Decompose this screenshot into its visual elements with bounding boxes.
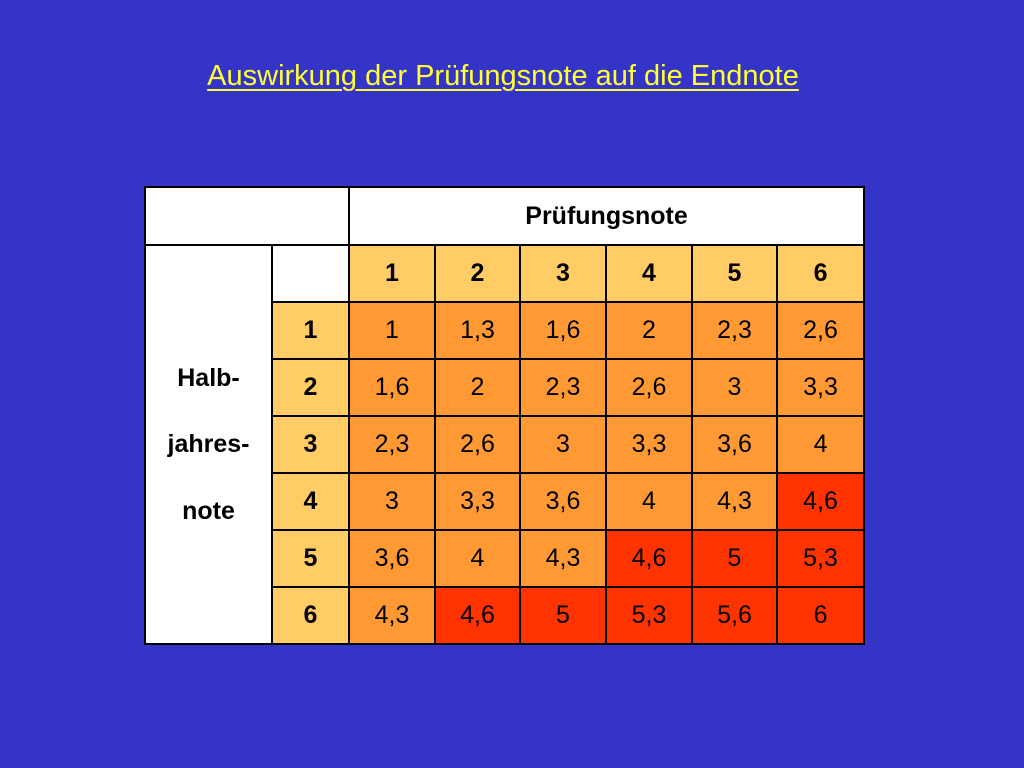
side-label-line: note bbox=[182, 496, 235, 525]
grade-cell: 6 bbox=[777, 587, 864, 644]
column-header: 2 bbox=[435, 245, 520, 302]
grade-cell: 2 bbox=[435, 359, 520, 416]
grade-cell: 3,6 bbox=[349, 530, 435, 587]
column-header: 4 bbox=[606, 245, 692, 302]
grade-cell: 4,3 bbox=[349, 587, 435, 644]
grade-cell: 2,3 bbox=[692, 302, 777, 359]
column-header: 5 bbox=[692, 245, 777, 302]
grade-cell: 3,3 bbox=[435, 473, 520, 530]
half-year-grade-label bbox=[145, 245, 272, 644]
grade-cell: 1,6 bbox=[520, 302, 606, 359]
grade-cell: 5,6 bbox=[692, 587, 777, 644]
grade-cell: 3,6 bbox=[692, 416, 777, 473]
slide-title: Auswirkung der Prüfungsnote auf die Endnote bbox=[207, 60, 799, 92]
grade-cell: 2 bbox=[606, 302, 692, 359]
grade-cell: 3,6 bbox=[520, 473, 606, 530]
grade-cell: 5 bbox=[692, 530, 777, 587]
row-header: 5 bbox=[272, 530, 349, 587]
row-header: 1 bbox=[272, 302, 349, 359]
grade-cell: 1,3 bbox=[435, 302, 520, 359]
grade-cell: 2,6 bbox=[606, 359, 692, 416]
column-header: 1 bbox=[349, 245, 435, 302]
side-label-line: Halb- bbox=[177, 364, 240, 393]
grade-cell: 5,3 bbox=[777, 530, 864, 587]
empty-corner-cell bbox=[145, 187, 349, 245]
grade-cell: 5,3 bbox=[606, 587, 692, 644]
grade-cell: 4,6 bbox=[606, 530, 692, 587]
grade-cell: 1 bbox=[349, 302, 435, 359]
row-header: 3 bbox=[272, 416, 349, 473]
row-header: 2 bbox=[272, 359, 349, 416]
column-header: 6 bbox=[777, 245, 864, 302]
grade-cell: 3,3 bbox=[606, 416, 692, 473]
grade-cell: 4,3 bbox=[520, 530, 606, 587]
row-header: 4 bbox=[272, 473, 349, 530]
grade-cell: 2,3 bbox=[520, 359, 606, 416]
column-header: 3 bbox=[520, 245, 606, 302]
grade-cell: 3,3 bbox=[777, 359, 864, 416]
side-label-line: jahres- bbox=[167, 430, 250, 459]
grade-cell: 2,6 bbox=[777, 302, 864, 359]
grade-cell: 5 bbox=[520, 587, 606, 644]
grade-cell: 4 bbox=[777, 416, 864, 473]
row-header: 6 bbox=[272, 587, 349, 644]
grade-cell: 4 bbox=[435, 530, 520, 587]
grade-cell: 4,6 bbox=[777, 473, 864, 530]
grade-cell: 3 bbox=[349, 473, 435, 530]
grade-cell: 4,3 bbox=[692, 473, 777, 530]
grade-cell: 2,6 bbox=[435, 416, 520, 473]
grade-cell: 2,3 bbox=[349, 416, 435, 473]
grade-cell: 4,6 bbox=[435, 587, 520, 644]
empty-subcorner-cell bbox=[272, 245, 349, 302]
grade-table bbox=[144, 186, 865, 645]
grade-cell: 4 bbox=[606, 473, 692, 530]
column-header-row bbox=[145, 245, 864, 302]
grade-cell: 1,6 bbox=[349, 359, 435, 416]
grade-cell: 3 bbox=[520, 416, 606, 473]
exam-grade-header: Prüfungsnote bbox=[349, 187, 864, 245]
header-row-group bbox=[145, 187, 864, 245]
grade-cell: 3 bbox=[692, 359, 777, 416]
